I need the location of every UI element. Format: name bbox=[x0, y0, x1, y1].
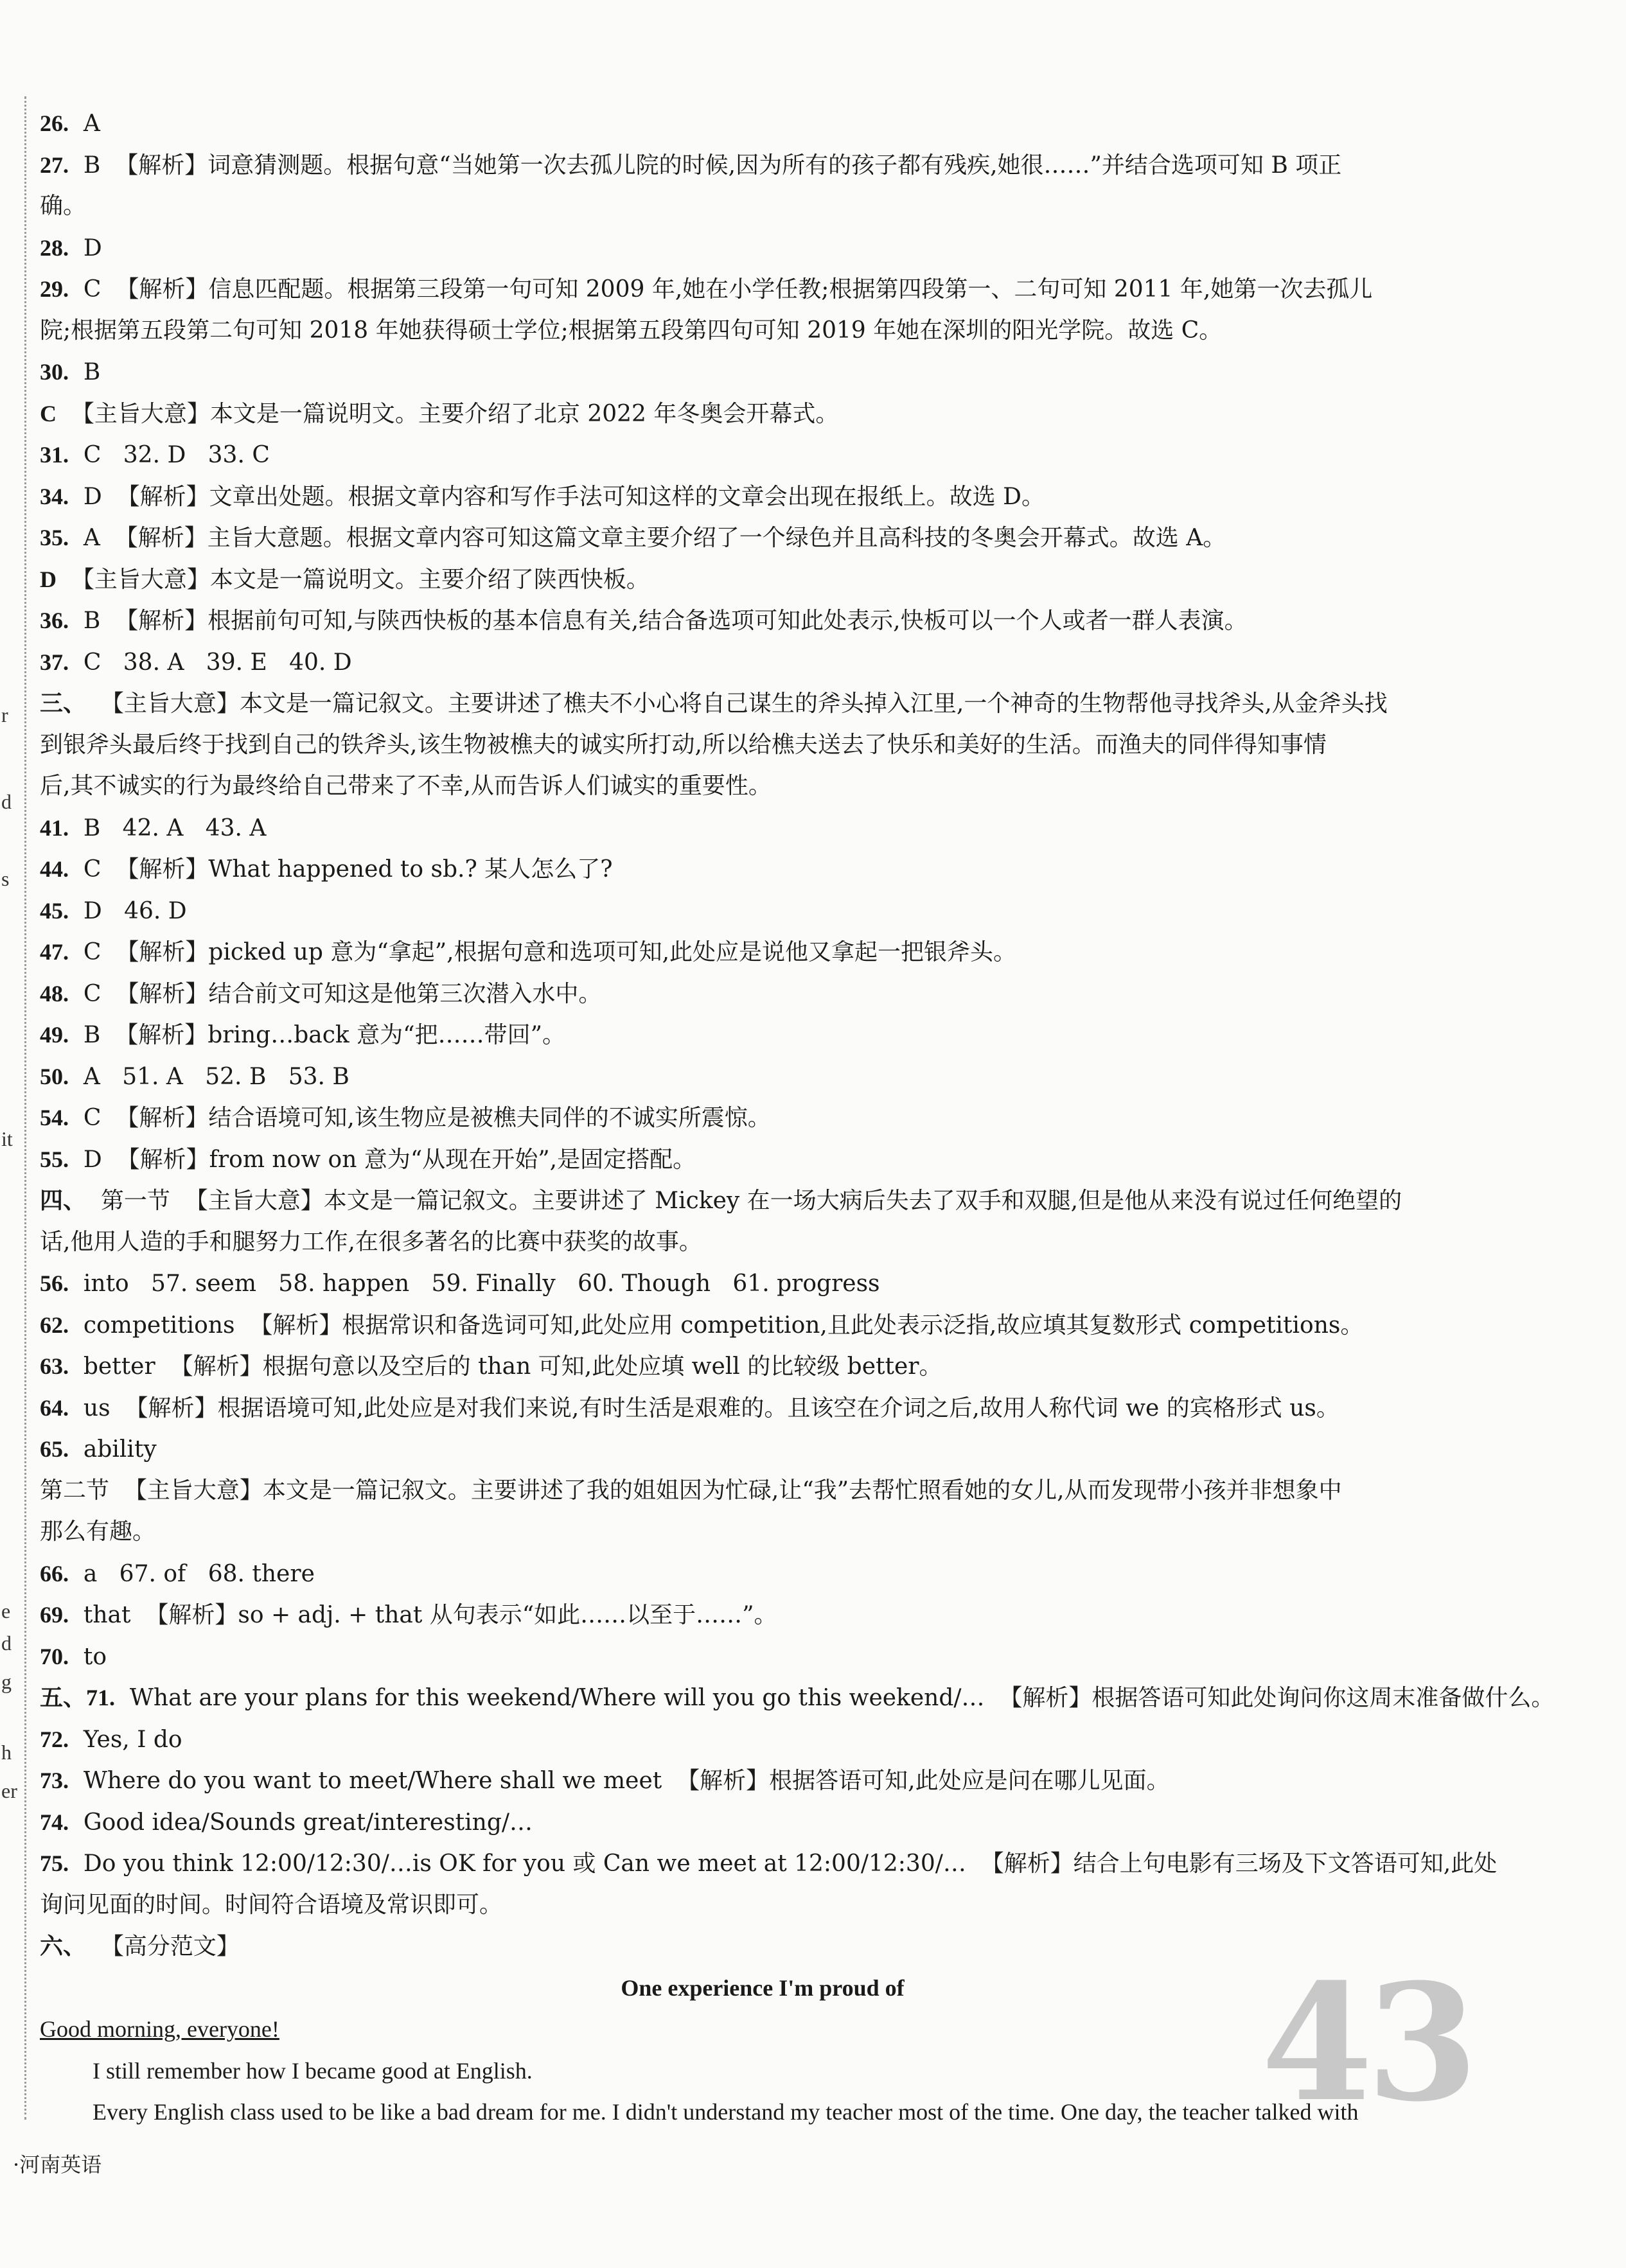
item-number: 26. bbox=[40, 110, 69, 136]
line-text: C 32. D 33. C bbox=[83, 442, 270, 468]
item-number: 54. bbox=[40, 1105, 69, 1130]
line-text: better 【解析】根据句意以及空后的 than 可知,此处应填 well 的比较级 better。 bbox=[83, 1353, 942, 1380]
answer-line bbox=[40, 393, 1485, 435]
answer-line bbox=[40, 600, 1485, 642]
essay-greeting: Good morning, everyone! bbox=[40, 2016, 279, 2042]
answer-line bbox=[40, 517, 1485, 559]
line-text: B 42. A 43. A bbox=[83, 814, 267, 841]
line-text: to bbox=[83, 1643, 107, 1670]
item-number: 56. bbox=[40, 1270, 69, 1296]
item-number: 31. bbox=[40, 442, 69, 468]
answer-line bbox=[40, 1594, 1485, 1636]
item-number: 65. bbox=[40, 1436, 69, 1462]
line-text: C 【解析】信息匹配题。根据第三段第一句可知 2009 年,她在小学任教;根据第四段第一、二句可知 2011 年,她第一次去孤儿 bbox=[83, 276, 1373, 303]
item-number: 27. bbox=[40, 152, 69, 178]
answer-key-content bbox=[40, 103, 1555, 2137]
item-number: 四、 bbox=[40, 1188, 87, 1213]
margin-fragment: e bbox=[1, 1599, 11, 1622]
answer-line bbox=[40, 725, 1485, 766]
answer-line bbox=[40, 1719, 1485, 1761]
line-text: D 【解析】文章出处题。根据文章内容和写作手法可知这样的文章会出现在报纸上。故选 D。 bbox=[83, 483, 1045, 510]
answer-line bbox=[40, 683, 1485, 725]
line-text: 院;根据第五段第二句可知 2018 年她获得硕士学位;根据第五段第四句可知 2019 年她在深圳的阳光学院。故选 C。 bbox=[40, 317, 1223, 344]
answer-line bbox=[40, 103, 1485, 145]
item-number: D bbox=[40, 566, 57, 592]
item-number: C bbox=[40, 400, 57, 426]
item-number: 47. bbox=[40, 939, 69, 965]
answer-line bbox=[40, 1305, 1485, 1346]
item-number: 50. bbox=[40, 1063, 69, 1089]
answer-line bbox=[40, 310, 1485, 352]
line-text: 那么有趣。 bbox=[40, 1518, 156, 1545]
line-text: C 【解析】结合语境可知,该生物应是被樵夫同伴的不诚实所震惊。 bbox=[83, 1105, 771, 1131]
item-number: 62. bbox=[40, 1312, 69, 1338]
item-number: 29. bbox=[40, 276, 69, 302]
line-text: 询问见面的时间。时间符合语境及常识即可。 bbox=[40, 1891, 503, 1918]
answer-line bbox=[40, 807, 1485, 849]
answer-line bbox=[40, 1097, 1485, 1139]
answer-line bbox=[40, 351, 1485, 393]
item-number: 66. bbox=[40, 1560, 69, 1587]
item-number: 45. bbox=[40, 897, 69, 924]
line-text: 【主旨大意】本文是一篇记叙文。主要讲述了樵夫不小心将自己谋生的斧头掉入江里,一个神奇的生物帮他寻找斧头,从金斧头找 bbox=[100, 690, 1388, 717]
line-text: A bbox=[83, 110, 100, 137]
item-number: 六、 bbox=[40, 1933, 87, 1959]
line-text: Good idea/Sounds great/interesting/… bbox=[83, 1809, 533, 1836]
item-number: 44. bbox=[40, 856, 69, 882]
margin-fragment: s bbox=[1, 867, 10, 890]
answer-line bbox=[40, 559, 1485, 601]
answer-line bbox=[40, 1180, 1485, 1222]
item-number: 30. bbox=[40, 359, 69, 385]
line-text: C 【解析】What happened to sb.? 某人怎么了? bbox=[83, 856, 613, 883]
line-text: A 【解析】主旨大意题。根据文章内容可知这篇文章主要介绍了一个绿色并且高科技的冬奥会开幕式。故选 A。 bbox=[83, 525, 1226, 551]
line-text: 【高分范文】 bbox=[100, 1933, 240, 1960]
item-number: 70. bbox=[40, 1643, 69, 1669]
answer-line bbox=[40, 766, 1485, 807]
item-number: 41. bbox=[40, 814, 69, 841]
line-text: 确。 bbox=[40, 193, 87, 219]
item-number: 48. bbox=[40, 980, 69, 1007]
item-number: 三、 bbox=[40, 690, 87, 716]
item-number: 34. bbox=[40, 483, 69, 509]
answer-line bbox=[40, 1428, 1485, 1470]
item-number: 五、71. bbox=[40, 1685, 116, 1710]
item-number: 37. bbox=[40, 649, 69, 675]
answer-line bbox=[40, 890, 1485, 932]
answer-line bbox=[40, 1222, 1485, 1263]
line-text: that 【解析】so + adj. + that 从句表示“如此……以至于……”。 bbox=[83, 1602, 777, 1628]
line-text: What are your plans for this weekend/Where will you go this weekend/… 【解析】根据答语可知此处询问你这周末准备做什么。 bbox=[129, 1685, 1555, 1711]
answer-line bbox=[40, 1346, 1485, 1387]
line-text: us 【解析】根据语境可知,此处应是对我们来说,有时生活是艰难的。且该空在介词之后,故用人称代词 we 的宾格形式 us。 bbox=[83, 1394, 1339, 1421]
item-number: 49. bbox=[40, 1022, 69, 1048]
answer-line bbox=[40, 1511, 1485, 1553]
line-text: B 【解析】根据前句可知,与陕西快板的基本信息有关,结合备选项可知此处表示,快板可以一个人或者一群人表演。 bbox=[83, 608, 1248, 634]
answer-line bbox=[40, 1387, 1485, 1429]
answer-line bbox=[40, 1843, 1498, 1885]
margin-fragment: h bbox=[1, 1741, 12, 1764]
answer-line bbox=[40, 1885, 1485, 1926]
line-text: 【主旨大意】本文是一篇说明文。主要介绍了北京 2022 年冬奥会开幕式。 bbox=[71, 400, 839, 427]
line-text: C 【解析】结合前文可知这是他第三次潜入水中。 bbox=[83, 980, 602, 1007]
line-text: D 【解析】from now on 意为“从现在开始”,是固定搭配。 bbox=[83, 1146, 696, 1173]
line-text: A 51. A 52. B 53. B bbox=[83, 1063, 349, 1090]
line-text: 第二节 【主旨大意】本文是一篇记叙文。主要讲述了我的姐姐因为忙碌,让“我”去帮忙照看她的女儿,从而发现带小孩并非想象中 bbox=[40, 1477, 1342, 1504]
margin-fragment: g bbox=[1, 1670, 12, 1693]
line-text: Yes, I do bbox=[83, 1726, 182, 1753]
line-text: competitions 【解析】根据常识和备选词可知,此处应用 competition,且此处表示泛指,故应填其复数形式 competitions。 bbox=[83, 1312, 1364, 1339]
answer-line bbox=[40, 145, 1485, 186]
answer-line bbox=[40, 973, 1485, 1015]
answer-line bbox=[40, 1636, 1485, 1678]
margin-fragment: d bbox=[1, 790, 12, 813]
item-number: 72. bbox=[40, 1726, 69, 1752]
line-text: D bbox=[83, 234, 102, 261]
line-text: a 67. of 68. there bbox=[83, 1560, 315, 1587]
essay-paragraph-2: Every English class used to be like a bad dream for me. I didn't understand my teacher most of the time. One day, the teacher talked with bbox=[93, 2099, 1359, 2125]
essay-paragraph-1: I still remember how I became good at English. bbox=[93, 2057, 533, 2084]
line-text: 话,他用人造的手和腿努力工作,在很多著名的比赛中获奖的故事。 bbox=[40, 1228, 702, 1255]
item-number: 35. bbox=[40, 525, 69, 550]
answer-line bbox=[40, 476, 1485, 518]
item-number: 63. bbox=[40, 1353, 69, 1379]
answer-line bbox=[40, 931, 1485, 973]
answer-line bbox=[40, 1677, 1555, 1719]
line-text: 【主旨大意】本文是一篇说明文。主要介绍了陕西快板。 bbox=[71, 566, 650, 593]
margin-fragment: d bbox=[1, 1631, 12, 1655]
item-number: 74. bbox=[40, 1809, 69, 1835]
line-text: C 38. A 39. E 40. D bbox=[83, 649, 352, 676]
item-number: 73. bbox=[40, 1768, 69, 1793]
answer-line bbox=[40, 1056, 1485, 1098]
margin-fragment: er bbox=[1, 1779, 17, 1802]
essay-title: One experience I'm proud of bbox=[621, 1974, 905, 2001]
item-number: 36. bbox=[40, 608, 69, 633]
line-text: Do you think 12:00/12:30/…is OK for you 或 Can we meet at 12:00/12:30/… 【解析】结合上句电影有三场及下文答语可知,此处 bbox=[83, 1850, 1498, 1877]
answer-line bbox=[40, 1139, 1485, 1181]
line-text: Where do you want to meet/Where shall we meet 【解析】根据答语可知,此处应是问在哪儿见面。 bbox=[83, 1768, 1170, 1794]
line-text: 后,其不诚实的行为最终给自己带来了不幸,从而告诉人们诚实的重要性。 bbox=[40, 773, 772, 799]
answer-line bbox=[40, 186, 1485, 227]
line-text: 第一节 【主旨大意】本文是一篇记叙文。主要讲述了 Mickey 在一场大病后失去了双手和双腿,但是他从来没有说过任何绝望的 bbox=[100, 1188, 1402, 1214]
answer-line bbox=[40, 1760, 1485, 1802]
answer-line bbox=[40, 1553, 1485, 1595]
answer-line bbox=[40, 434, 1485, 476]
line-text: C 【解析】picked up 意为“拿起”,根据句意和选项可知,此处应是说他又拿起一把银斧头。 bbox=[83, 939, 1017, 965]
answer-line bbox=[40, 1802, 1485, 1843]
line-text: into 57. seem 58. happen 59. Finally 60. Though 61. progress bbox=[83, 1270, 880, 1297]
item-number: 28. bbox=[40, 234, 69, 261]
item-number: 55. bbox=[40, 1146, 69, 1172]
answer-line bbox=[40, 848, 1485, 890]
answer-lines bbox=[40, 103, 1555, 1967]
item-number: 75. bbox=[40, 1850, 69, 1876]
answer-line bbox=[40, 1014, 1485, 1056]
line-text: B bbox=[83, 359, 101, 385]
item-number: 69. bbox=[40, 1602, 69, 1628]
line-text: 到银斧头最后终于找到自己的铁斧头,该生物被樵夫的诚实所打动,所以给樵夫送去了快乐和美好的生活。而渔夫的同伴得知事情 bbox=[40, 731, 1327, 758]
page-number: 43 bbox=[1261, 1948, 1472, 2137]
answer-line bbox=[40, 1470, 1485, 1512]
line-text: ability bbox=[83, 1436, 157, 1463]
footer-label: ·河南英语 bbox=[13, 2152, 102, 2177]
margin-fragment: it bbox=[1, 1127, 13, 1150]
item-number: 64. bbox=[40, 1394, 69, 1421]
line-text: D 46. D bbox=[83, 897, 187, 924]
binding-margin bbox=[24, 96, 26, 2120]
answer-line bbox=[40, 268, 1485, 310]
line-text: B 【解析】bring…back 意为“把……带回”。 bbox=[83, 1022, 565, 1048]
answer-line bbox=[40, 227, 1485, 269]
margin-fragment: r bbox=[1, 703, 8, 726]
answer-line bbox=[40, 1263, 1485, 1305]
line-text: B 【解析】词意猜测题。根据句意“当她第一次去孤儿院的时候,因为所有的孩子都有残疾,她很……”并结合选项可知 B 项正 bbox=[83, 152, 1342, 179]
answer-line bbox=[40, 642, 1485, 683]
